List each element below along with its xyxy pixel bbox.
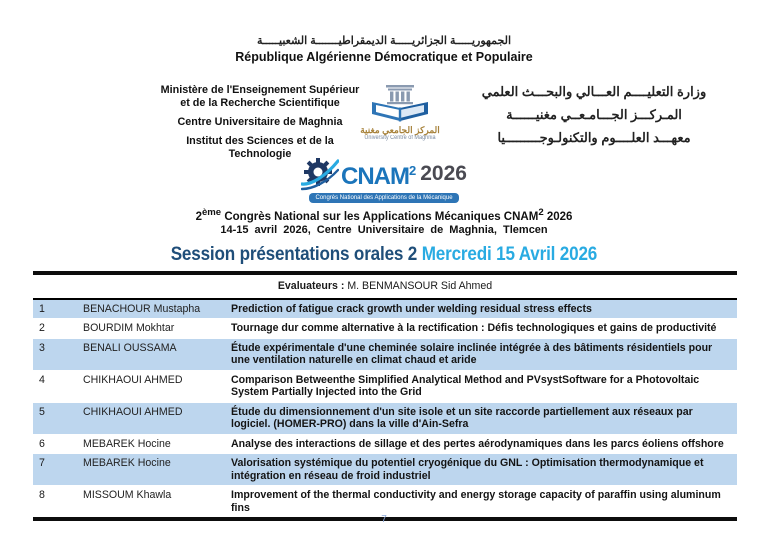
table-row (33, 319, 737, 339)
congress-title: 2ème Congrès National sur les Applications Mécaniques CNAM$^2$ 2026 (195, 207, 573, 223)
arabic-republic-line: الجمهوريـــــة الجزائريـــــة الديمقراطيـــــــة الشعبيـــــة (256, 35, 511, 47)
presenter-name: BENACHOUR Mustapha (83, 302, 201, 315)
evaluators-label: Evaluateurs : (277, 280, 345, 292)
table-row (33, 402, 737, 434)
session-title-name: Session présentations orales 2 (170, 244, 422, 265)
row-number: 7 (39, 457, 45, 469)
presentation-title: Étude du dimensionnement d'un site isole et un site raccorde partiellement aux réseaux par logiciel. (HOMER-PRO) dans la ville d'Ain-Sefra (231, 405, 693, 430)
row-number: 4 (39, 373, 45, 386)
presenter-name: MISSOUM Khawla (83, 489, 172, 501)
presentation-title: Étude expérimentale d'une cheminée solaire inclinée intégrée à des bâtiments résidentiels pour une ventilation naturelle en climat chaud et aride (231, 341, 713, 366)
presentation-title: Prediction of fatigue crack growth under welding residual stress effects (231, 302, 592, 315)
presentation-title: Improvement of the thermal conductivity and energy storage capacity of paraffin using aluminum fins (231, 489, 721, 514)
ministry-block-arabic (448, 80, 740, 149)
row-number: 6 (39, 437, 45, 450)
presentation-title: Comparison Betweenthe Simplified Analytical Method and PVsystSoftware for a Photovoltaic System Partially Injected into the Grid (231, 373, 700, 398)
ministry-ar-line-3: معهـــد العلــــوم والتكنولـوجـــــــــيا (497, 130, 691, 145)
table-row (33, 434, 737, 454)
university-logo-arabic-name: المركز الجامعي مغنية (360, 125, 440, 135)
ministry-fr-line-3: Centre Universitaire de Maghnia (177, 116, 343, 128)
university-logo-english-name: University Centre of Maghnia (364, 135, 436, 141)
table-row (33, 338, 737, 370)
presenter-name: MEBAREK Hocine (83, 437, 171, 450)
cnam-year: 2026 (420, 162, 467, 185)
session-title-date: Mercredi 15 Avril 2026 (421, 244, 598, 265)
ministry-ar-line-2: المـركـــز الجـــامـعــي مغنيــــــة (506, 107, 682, 122)
university-building-book-icon (358, 84, 442, 128)
presentation-title: Valorisation systémique du potentiel cryogénique du GNL : Optimisation thermodynamique et intégration en réseau de froid industriel (231, 457, 704, 482)
ministry-fr-line-1: Ministère de l'Enseignement Supérieur (160, 84, 360, 96)
republic-title: République Algérienne Démocratique et Populaire (235, 50, 533, 64)
presentations-table (33, 271, 737, 521)
presenter-name: CHIKHAOUI AHMED (83, 373, 183, 386)
university-logo (358, 84, 442, 154)
presentation-title: Tournage dur comme alternative à la rectification : Défis technologiques et gains de productivité (231, 322, 717, 334)
evaluators-value: M. BENMANSOUR Sid Ahmed (344, 280, 493, 292)
presentation-title: Analyse des interactions de sillage et des pertes aérodynamiques dans les parcs éoliens offshore (231, 437, 724, 450)
table-row (33, 370, 737, 402)
presenter-name: BENALI OUSSAMA (83, 341, 177, 354)
presenter-name: BOURDIM Mokhtar (83, 322, 175, 334)
cnam-logo (0, 156, 768, 203)
row-number: 3 (39, 341, 45, 354)
evaluators-row (33, 273, 737, 299)
session-title (0, 244, 768, 266)
cnam-acronym: CNAM$^2$ (341, 163, 416, 190)
table-row (33, 454, 737, 486)
ministry-fr-line-2: et de la Recherche Scientifique (180, 97, 340, 109)
table-row (33, 299, 737, 319)
page-number: 7 (381, 514, 387, 525)
presenter-name: MEBAREK Hocine (83, 457, 171, 469)
presenter-name: CHIKHAOUI AHMED (83, 405, 183, 418)
ministry-ar-line-1: وزارة التعليــــم العـــالي والبحـــث العلمي (481, 84, 707, 99)
cnam-banner: Congrès National des Applications de la Mécanique (309, 193, 458, 203)
ministry-block-french (155, 84, 365, 161)
row-number: 2 (39, 322, 45, 334)
row-number: 1 (39, 302, 45, 315)
row-number: 8 (39, 489, 45, 501)
gear-swoosh-icon (301, 156, 339, 192)
ministry-fr-line-4: Institut des Sciences et de la Technologie (186, 135, 334, 160)
congress-subtitle: 14-15 avril 2026, Centre Universitaire de Maghnia, Tlemcen (220, 224, 548, 236)
row-number: 5 (39, 405, 45, 418)
